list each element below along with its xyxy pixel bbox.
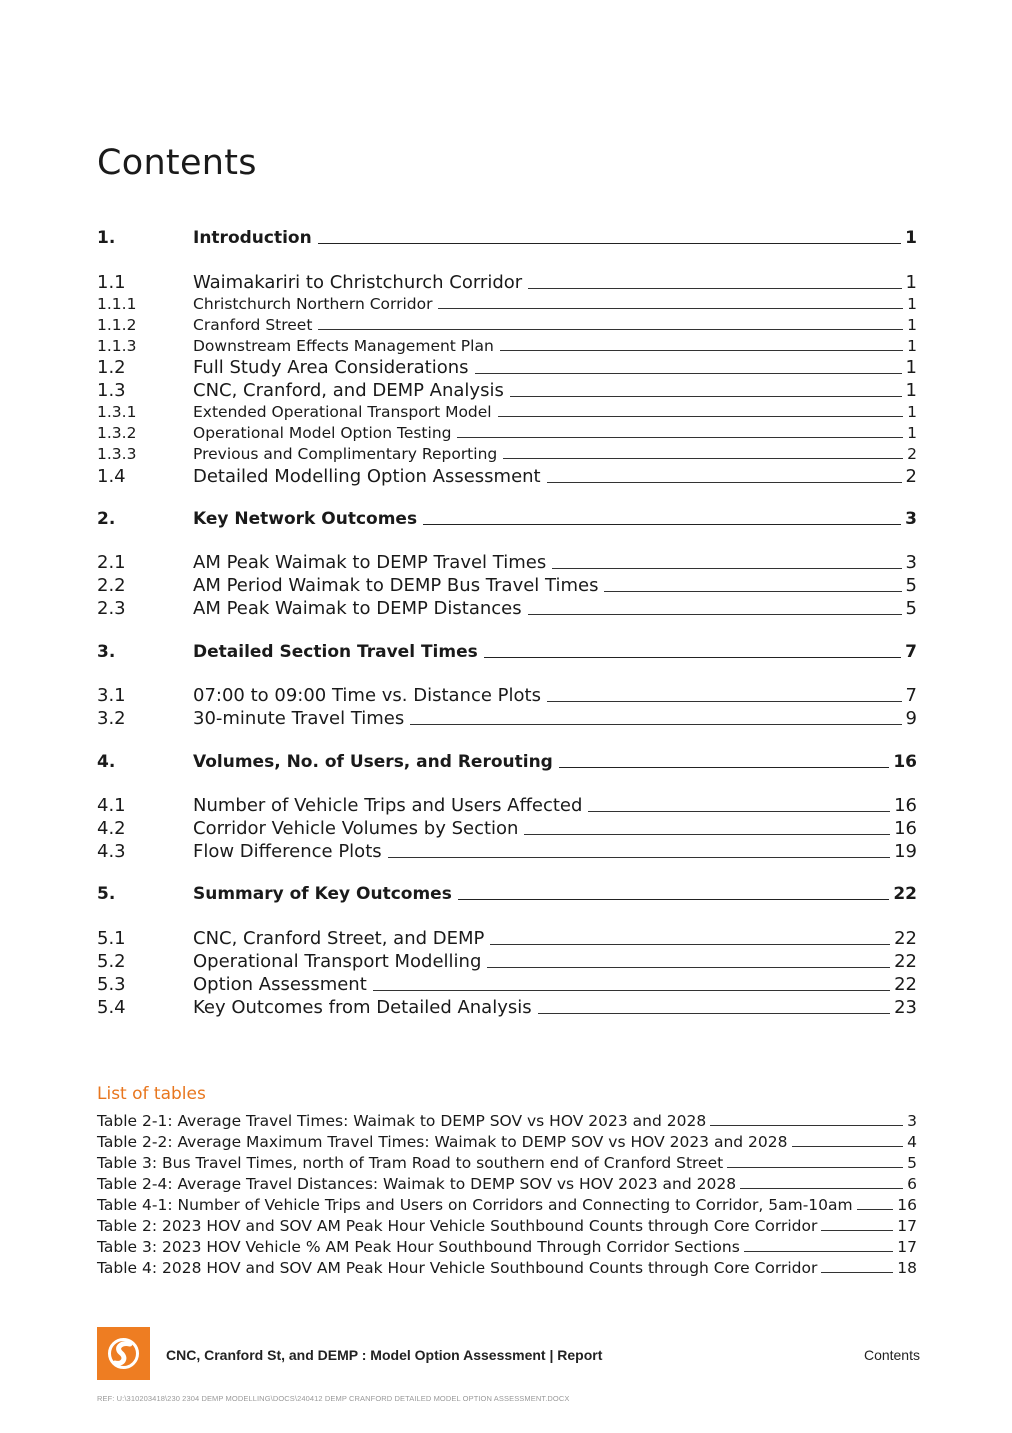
toc-chapter-entry[interactable] bbox=[97, 752, 917, 772]
toc-entry-title: AM Period Waimak to DEMP Bus Travel Times bbox=[193, 575, 599, 596]
toc-section-entry[interactable] bbox=[97, 598, 917, 619]
table-entry-page: 4 bbox=[907, 1133, 917, 1151]
toc-entry-page: 22 bbox=[894, 951, 917, 972]
toc-entry-page: 16 bbox=[894, 818, 917, 839]
toc-entry-number: 3. bbox=[97, 642, 116, 662]
toc-leader-line bbox=[538, 1013, 890, 1014]
toc-entry-number: 2.3 bbox=[97, 598, 126, 619]
table-entry-page: 16 bbox=[897, 1196, 917, 1214]
toc-leader-line bbox=[438, 308, 903, 309]
toc-leader-line bbox=[423, 524, 901, 525]
toc-subsection-entry[interactable] bbox=[97, 424, 917, 442]
toc-entry-title: Previous and Complimentary Reporting bbox=[193, 445, 498, 463]
toc-entry-page: 22 bbox=[894, 928, 917, 949]
toc-leader-line bbox=[318, 243, 901, 244]
table-entry-title: Table 3: Bus Travel Times, north of Tram Road to southern end of Cranford Street bbox=[97, 1154, 724, 1172]
toc-entry-number: 2.2 bbox=[97, 575, 126, 596]
toc-section-entry[interactable] bbox=[97, 685, 917, 706]
toc-section-entry[interactable] bbox=[97, 841, 917, 862]
toc-entry-title: Detailed Section Travel Times bbox=[193, 642, 478, 662]
table-leader-line bbox=[744, 1251, 893, 1252]
toc-entry-title: Detailed Modelling Option Assessment bbox=[193, 466, 541, 487]
toc-subsection-entry[interactable] bbox=[97, 316, 917, 334]
toc-entry-page: 2 bbox=[905, 466, 917, 487]
toc-entry-page: 7 bbox=[905, 685, 917, 706]
toc-entry-title: Downstream Effects Management Plan bbox=[193, 337, 494, 355]
toc-leader-line bbox=[503, 458, 903, 459]
toc-entry-title: Introduction bbox=[193, 228, 312, 248]
toc-entry-title: Flow Difference Plots bbox=[193, 841, 382, 862]
toc-entry-title: CNC, Cranford, and DEMP Analysis bbox=[193, 380, 504, 401]
table-leader-line bbox=[821, 1272, 893, 1273]
toc-entry-title: 07:00 to 09:00 Time vs. Distance Plots bbox=[193, 685, 541, 706]
toc-entry-number: 5.1 bbox=[97, 928, 126, 949]
toc-leader-line bbox=[410, 724, 901, 725]
toc-entry-number: 1.1 bbox=[97, 272, 126, 293]
toc-leader-line bbox=[604, 591, 901, 592]
list-of-tables-entry[interactable] bbox=[97, 1238, 917, 1256]
toc-entry-number: 1.1.3 bbox=[97, 337, 137, 355]
toc-section-entry[interactable] bbox=[97, 928, 917, 949]
toc-section-entry[interactable] bbox=[97, 974, 917, 995]
toc-entry-page: 1 bbox=[907, 403, 917, 421]
toc-entry-number: 3.2 bbox=[97, 708, 126, 729]
list-of-tables-entry[interactable] bbox=[97, 1196, 917, 1214]
list-of-tables-entry[interactable] bbox=[97, 1175, 917, 1193]
list-of-tables-entry[interactable] bbox=[97, 1154, 917, 1172]
toc-section-entry[interactable] bbox=[97, 272, 917, 293]
toc-chapter-entry[interactable] bbox=[97, 884, 917, 904]
toc-entry-number: 4.2 bbox=[97, 818, 126, 839]
toc-entry-number: 1. bbox=[97, 228, 116, 248]
footer-file-reference: REF: U:\310203418\230 2304 DEMP MODELLING\DOCS\240412 DEMP CRANFORD DETAILED MODEL OPTION ASSESSMENT.DOCX bbox=[97, 1394, 570, 1403]
toc-entry-page: 1 bbox=[905, 272, 917, 293]
table-entry-page: 3 bbox=[907, 1112, 917, 1130]
toc-entry-page: 1 bbox=[907, 424, 917, 442]
toc-section-entry[interactable] bbox=[97, 951, 917, 972]
page-title: Contents bbox=[97, 143, 257, 183]
toc-entry-page: 16 bbox=[894, 795, 917, 816]
toc-entry-title: Christchurch Northern Corridor bbox=[193, 295, 433, 313]
toc-leader-line bbox=[475, 373, 902, 374]
toc-entry-number: 1.2 bbox=[97, 357, 126, 378]
toc-entry-page: 1 bbox=[907, 295, 917, 313]
toc-subsection-entry[interactable] bbox=[97, 337, 917, 355]
toc-entry-page: 5 bbox=[905, 598, 917, 619]
table-entry-title: Table 2-1: Average Travel Times: Waimak to DEMP SOV vs HOV 2023 and 2028 bbox=[97, 1112, 707, 1130]
toc-subsection-entry[interactable] bbox=[97, 403, 917, 421]
toc-leader-line bbox=[388, 857, 890, 858]
toc-entry-number: 1.3.1 bbox=[97, 403, 137, 421]
toc-section-entry[interactable] bbox=[97, 552, 917, 573]
toc-leader-line bbox=[458, 899, 890, 900]
toc-section-entry[interactable] bbox=[97, 575, 917, 596]
toc-leader-line bbox=[547, 482, 902, 483]
toc-entry-page: 19 bbox=[894, 841, 917, 862]
toc-entry-page: 23 bbox=[894, 997, 917, 1018]
table-entry-page: 17 bbox=[897, 1238, 917, 1256]
table-leader-line bbox=[727, 1167, 903, 1168]
toc-section-entry[interactable] bbox=[97, 380, 917, 401]
toc-entry-number: 1.3.3 bbox=[97, 445, 137, 463]
toc-entry-title: Cranford Street bbox=[193, 316, 313, 334]
toc-entry-number: 1.4 bbox=[97, 466, 126, 487]
toc-entry-page: 16 bbox=[893, 752, 917, 772]
table-entry-page: 6 bbox=[907, 1175, 917, 1193]
toc-leader-line bbox=[490, 944, 890, 945]
toc-entry-title: Number of Vehicle Trips and Users Affected bbox=[193, 795, 583, 816]
toc-leader-line bbox=[373, 990, 890, 991]
toc-section-entry[interactable] bbox=[97, 997, 917, 1018]
table-leader-line bbox=[792, 1146, 903, 1147]
toc-entry-number: 5.2 bbox=[97, 951, 126, 972]
toc-entry-page: 1 bbox=[905, 380, 917, 401]
list-of-tables-entry[interactable] bbox=[97, 1259, 917, 1277]
toc-leader-line bbox=[552, 568, 901, 569]
toc-section-entry[interactable] bbox=[97, 357, 917, 378]
toc-entry-number: 4.3 bbox=[97, 841, 126, 862]
toc-subsection-entry[interactable] bbox=[97, 445, 917, 463]
table-entry-title: Table 2: 2023 HOV and SOV AM Peak Hour Vehicle Southbound Counts through Core Corridor bbox=[97, 1217, 818, 1235]
toc-subsection-entry[interactable] bbox=[97, 295, 917, 313]
toc-entry-title: AM Peak Waimak to DEMP Distances bbox=[193, 598, 522, 619]
toc-section-entry[interactable] bbox=[97, 708, 917, 729]
toc-entry-number: 2. bbox=[97, 509, 116, 529]
table-leader-line bbox=[710, 1125, 903, 1126]
toc-leader-line bbox=[524, 834, 890, 835]
toc-entry-number: 5.4 bbox=[97, 997, 126, 1018]
toc-entry-title: Operational Model Option Testing bbox=[193, 424, 452, 442]
toc-entry-title: Volumes, No. of Users, and Rerouting bbox=[193, 752, 553, 772]
table-entry-title: Table 2-2: Average Maximum Travel Times: Waimak to DEMP SOV vs HOV 2023 and 2028 bbox=[97, 1133, 788, 1151]
toc-entry-number: 2.1 bbox=[97, 552, 126, 573]
toc-entry-title: AM Peak Waimak to DEMP Travel Times bbox=[193, 552, 547, 573]
toc-entry-title: Summary of Key Outcomes bbox=[193, 884, 452, 904]
toc-entry-title: Waimakariri to Christchurch Corridor bbox=[193, 272, 523, 293]
toc-entry-number: 3.1 bbox=[97, 685, 126, 706]
toc-entry-number: 4.1 bbox=[97, 795, 126, 816]
table-entry-page: 17 bbox=[897, 1217, 917, 1235]
table-entry-title: Table 4: 2028 HOV and SOV AM Peak Hour Vehicle Southbound Counts through Core Corridor bbox=[97, 1259, 818, 1277]
toc-leader-line bbox=[318, 329, 903, 330]
toc-leader-line bbox=[510, 396, 902, 397]
toc-entry-number: 5.3 bbox=[97, 974, 126, 995]
table-entry-title: Table 4-1: Number of Vehicle Trips and Users on Corridors and Connecting to Corridor, 5am-10am bbox=[97, 1196, 853, 1214]
toc-entry-title: Option Assessment bbox=[193, 974, 367, 995]
toc-leader-line bbox=[484, 657, 901, 658]
toc-entry-page: 5 bbox=[905, 575, 917, 596]
toc-entry-number: 1.1.2 bbox=[97, 316, 137, 334]
list-of-tables-heading: List of tables bbox=[97, 1084, 206, 1104]
toc-entry-number: 4. bbox=[97, 752, 116, 772]
toc-leader-line bbox=[559, 767, 889, 768]
toc-entry-page: 1 bbox=[905, 228, 917, 248]
toc-section-entry[interactable] bbox=[97, 466, 917, 487]
toc-leader-line bbox=[547, 701, 902, 702]
table-entry-page: 18 bbox=[897, 1259, 917, 1277]
toc-entry-number: 5. bbox=[97, 884, 116, 904]
list-of-tables-entry[interactable] bbox=[97, 1133, 917, 1151]
list-of-tables-entry[interactable] bbox=[97, 1217, 917, 1235]
table-leader-line bbox=[740, 1188, 903, 1189]
table-leader-line bbox=[857, 1209, 894, 1210]
toc-entry-number: 1.3 bbox=[97, 380, 126, 401]
toc-entry-title: Operational Transport Modelling bbox=[193, 951, 482, 972]
toc-leader-line bbox=[457, 437, 903, 438]
toc-entry-page: 1 bbox=[907, 337, 917, 355]
toc-entry-title: Full Study Area Considerations bbox=[193, 357, 469, 378]
toc-entry-number: 1.1.1 bbox=[97, 295, 137, 313]
toc-entry-title: Key Outcomes from Detailed Analysis bbox=[193, 997, 532, 1018]
company-logo-icon bbox=[97, 1327, 150, 1380]
toc-entry-number: 1.3.2 bbox=[97, 424, 137, 442]
toc-entry-title: Key Network Outcomes bbox=[193, 509, 418, 529]
toc-leader-line bbox=[498, 416, 903, 417]
toc-section-entry[interactable] bbox=[97, 818, 917, 839]
toc-leader-line bbox=[528, 288, 901, 289]
list-of-tables-entry[interactable] bbox=[97, 1112, 917, 1130]
toc-entry-page: 1 bbox=[905, 357, 917, 378]
footer-report-title: CNC, Cranford St, and DEMP : Model Option Assessment | Report bbox=[166, 1347, 603, 1363]
toc-entry-page: 3 bbox=[905, 552, 917, 573]
toc-leader-line bbox=[528, 614, 902, 615]
table-entry-title: Table 2-4: Average Travel Distances: Waimak to DEMP SOV vs HOV 2023 and 2028 bbox=[97, 1175, 737, 1193]
toc-entry-page: 1 bbox=[907, 316, 917, 334]
toc-entry-page: 7 bbox=[905, 642, 917, 662]
toc-leader-line bbox=[588, 811, 890, 812]
table-leader-line bbox=[821, 1230, 893, 1231]
toc-entry-title: 30-minute Travel Times bbox=[193, 708, 405, 729]
toc-entry-page: 22 bbox=[894, 974, 917, 995]
table-entry-page: 5 bbox=[907, 1154, 917, 1172]
toc-section-entry[interactable] bbox=[97, 795, 917, 816]
toc-entry-title: Extended Operational Transport Model bbox=[193, 403, 492, 421]
toc-chapter-entry[interactable] bbox=[97, 509, 917, 529]
footer-section-name: Contents bbox=[863, 1347, 920, 1363]
toc-entry-title: Corridor Vehicle Volumes by Section bbox=[193, 818, 519, 839]
toc-entry-page: 22 bbox=[893, 884, 917, 904]
toc-entry-page: 3 bbox=[905, 509, 917, 529]
toc-entry-title: CNC, Cranford Street, and DEMP bbox=[193, 928, 485, 949]
toc-entry-page: 9 bbox=[905, 708, 917, 729]
toc-chapter-entry[interactable] bbox=[97, 642, 917, 662]
table-entry-title: Table 3: 2023 HOV Vehicle % AM Peak Hour Southbound Through Corridor Sections bbox=[97, 1238, 740, 1256]
toc-chapter-entry[interactable] bbox=[97, 228, 917, 248]
toc-leader-line bbox=[487, 967, 890, 968]
toc-leader-line bbox=[500, 350, 903, 351]
toc-entry-page: 2 bbox=[907, 445, 917, 463]
